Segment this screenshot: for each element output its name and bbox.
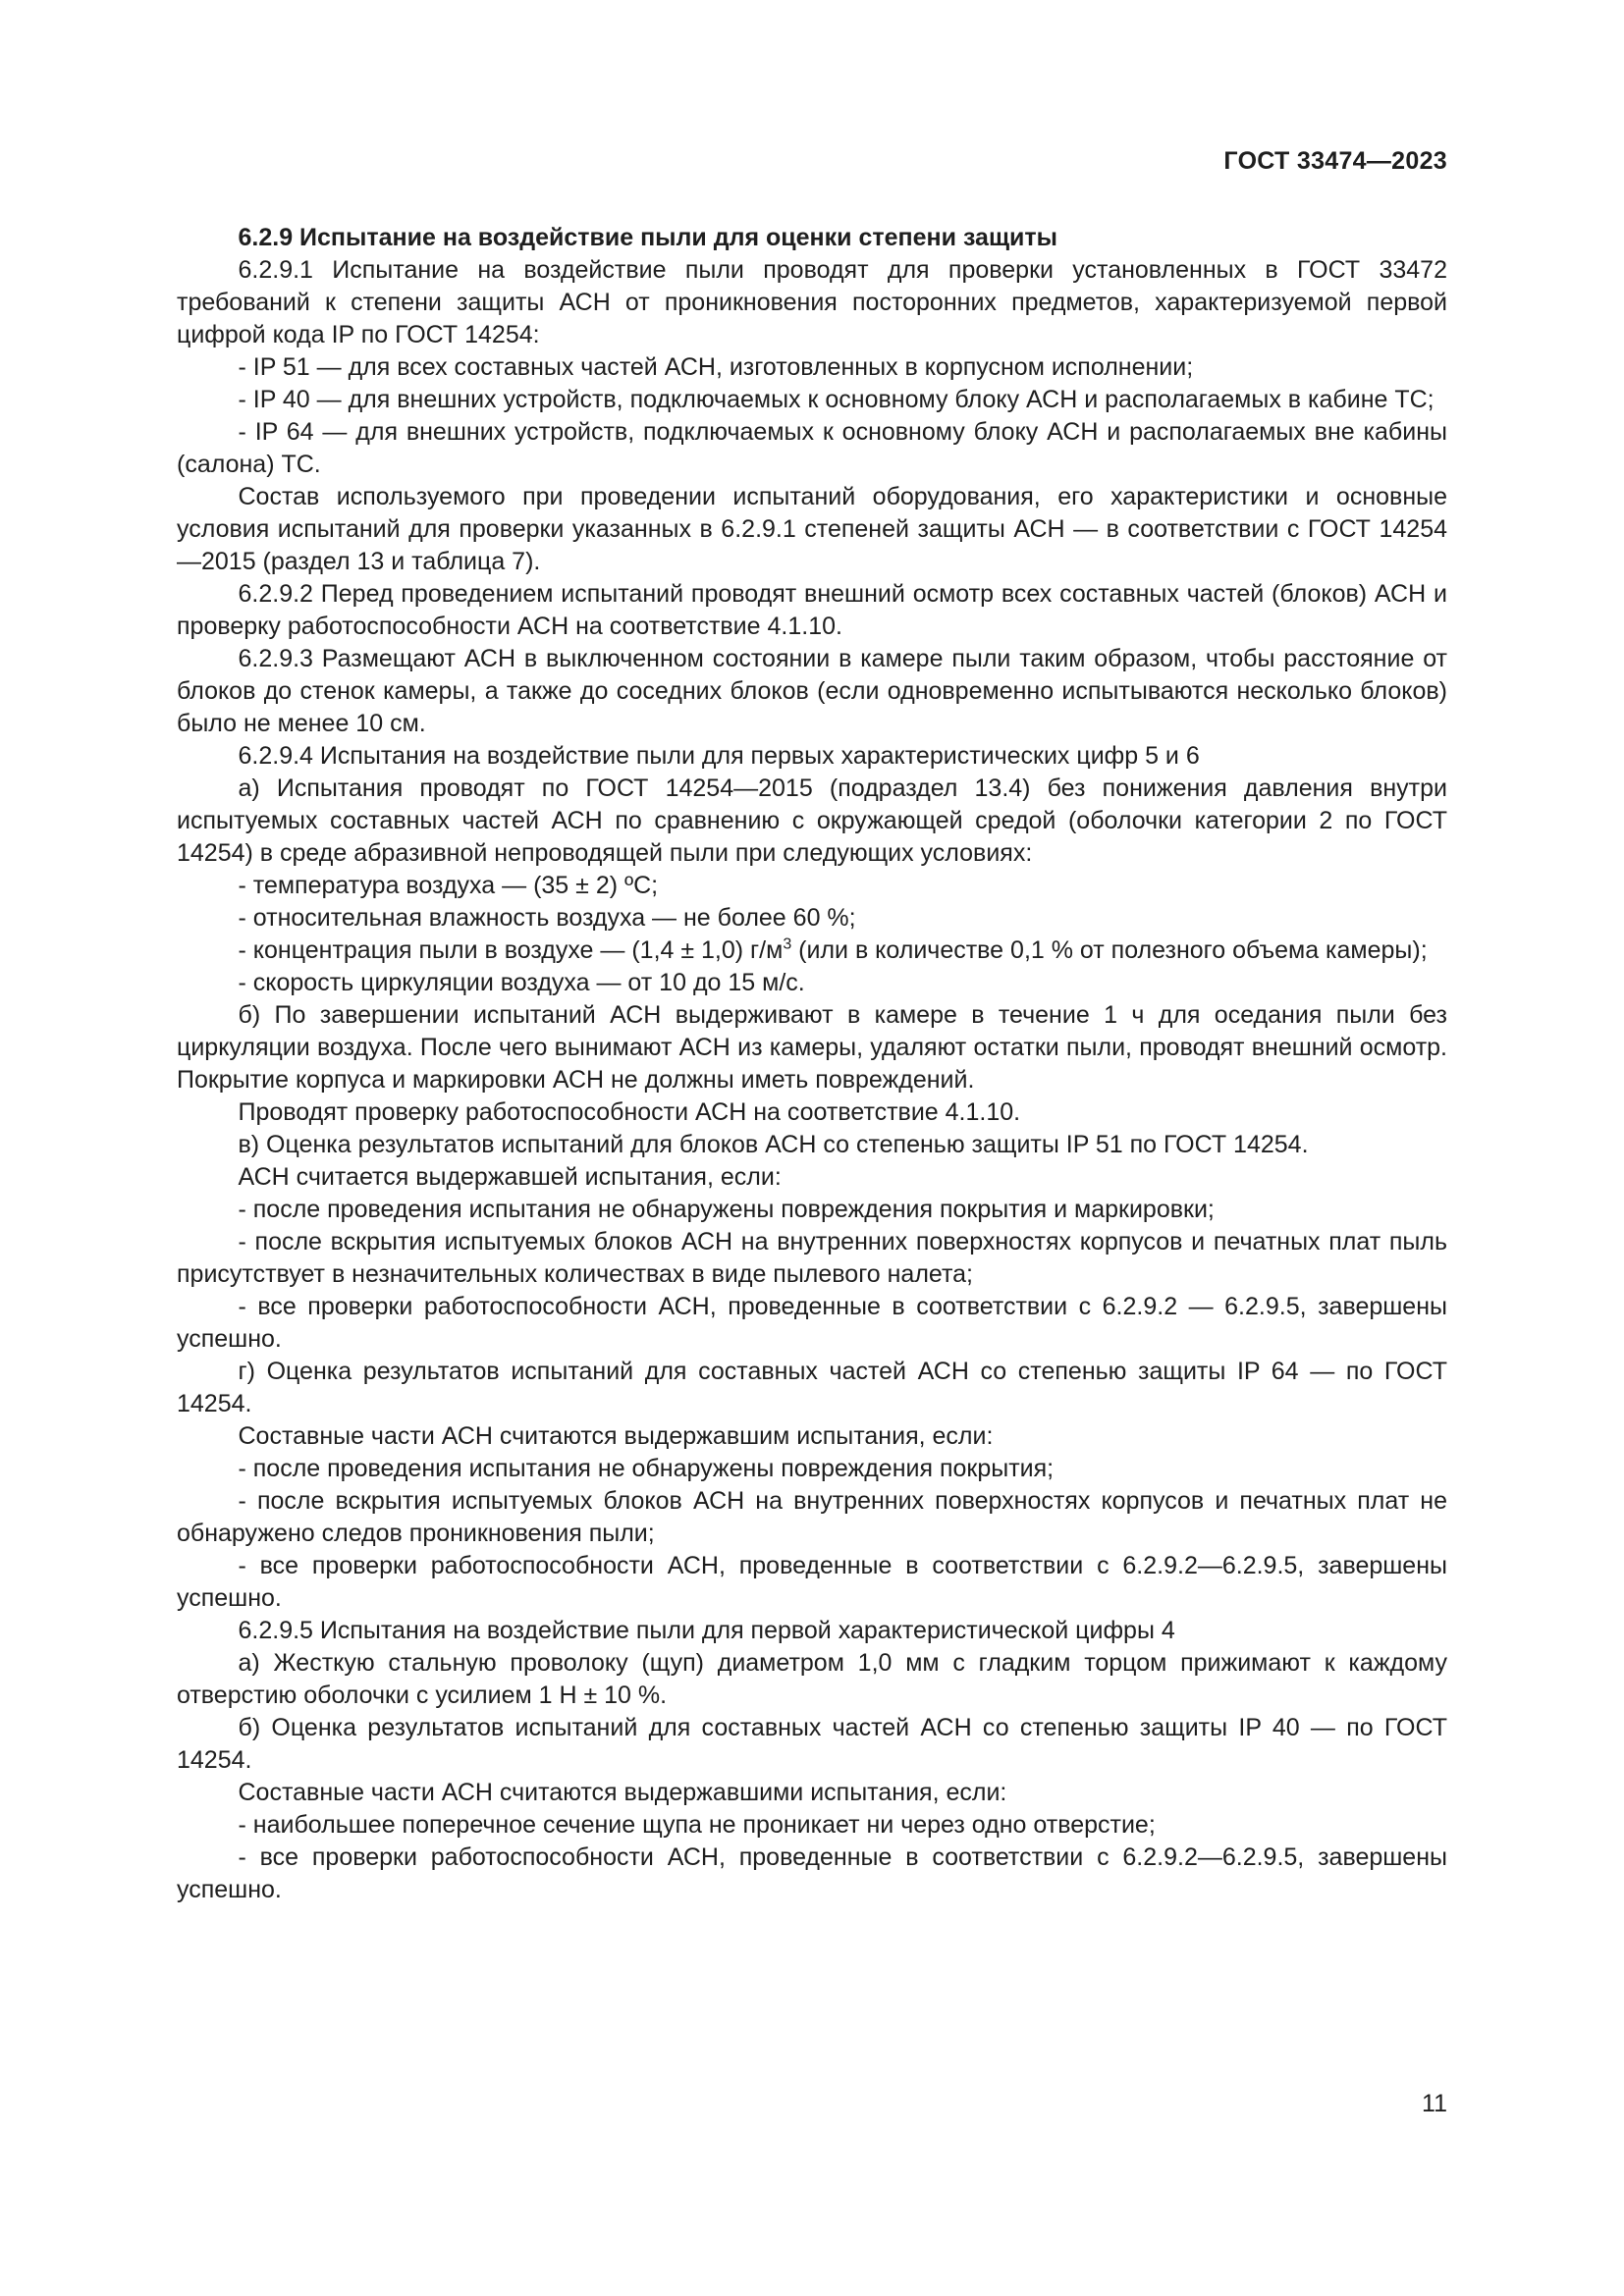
document-header: ГОСТ 33474—2023 [1223,147,1447,175]
paragraph-6-2-9-4-a: а) Испытания проводят по ГОСТ 14254—2015 (подраздел 13.4) без понижения давления внутри испытуемых составных частей АСН по сравнению с окружающей средой (оболочки категории 2 по ГОСТ 14254) в среде абразивной непроводящей пыли при следующих условиях: [177,774,1447,867]
list-item-dust-present: - после вскрытия испытуемых блоков АСН на внутренних поверхностях корпусов и печатных плат пыль присутствует в незначительных количествах в виде пылевого налета; [177,1228,1447,1288]
list-item-no-damage: - после проведения испытания не обнаружены повреждения покрытия и маркировки; [238,1196,1215,1223]
list-item-air-speed: - скорость циркуляции воздуха — от 10 до 15 м/с. [238,969,805,996]
section-heading: 6.2.9 Испытание на воздействие пыли для оценки степени защиты [238,224,1057,251]
paragraph-6-2-9-1: 6.2.9.1 Испытание на воздействие пыли проводят для проверки установленных в ГОСТ 33472 требований к степени защиты АСН от проникновения посторонних предметов, характеризуемой первой цифрой кода IP по ГОСТ 14254: [177,256,1447,348]
list-item-checks-passed-3: - все проверки работоспособности АСН, проведенные в соответствии с 6.2.9.2—6.2.9.5, завершены успешно. [177,1843,1447,1903]
paragraph-equipment: Состав используемого при проведении испытаний оборудования, его характеристики и основные условия испытаний для проверки указанных в 6.2.9.1 степеней защиты АСН — в соответствии с ГОСТ 14254—2015 (раздел 13 и таблица 7). [177,483,1447,575]
list-item-ip40: - IP 40 — для внешних устройств, подключаемых к основному блоку АСН и располагаемых в кабине ТС; [238,386,1435,413]
list-item-ip51: - IP 51 — для всех составных частей АСН, изготовленных в корпусном исполнении; [238,353,1194,381]
paragraph-6-2-9-2: 6.2.9.2 Перед проведением испытаний проводят внешний осмотр всех составных частей (блоков) АСН и проверку работоспособности АСН на соответствие 4.1.10. [177,580,1447,640]
list-item-checks-passed-2: - все проверки работоспособности АСН, проведенные в соответствии с 6.2.9.2—6.2.9.5, завершены успешно. [177,1552,1447,1612]
list-item-ip64: - IP 64 — для внешних устройств, подключаемых к основному блоку АСН и располагаемых вне кабины (салона) ТС. [177,418,1447,478]
paragraph-6-2-9-5-b: б) Оценка результатов испытаний для составных частей АСН со степенью защиты IP 40 — по ГОСТ 14254. [177,1714,1447,1774]
list-item-no-coating-damage: - после проведения испытания не обнаружены повреждения покрытия; [238,1455,1055,1482]
concentration-text: - концентрация пыли в воздухе — (1,4 ± 1,0) г/м [238,936,784,964]
paragraph-6-2-9-4: 6.2.9.4 Испытания на воздействие пыли для первых характеристических цифр 5 и 6 [238,742,1200,770]
paragraph-6-2-9-5: 6.2.9.5 Испытания на воздействие пыли для первой характеристической цифры 4 [238,1617,1175,1644]
page-number: 11 [1422,2090,1447,2117]
paragraph-6-2-9-4-g: г) Оценка результатов испытаний для составных частей АСН со степенью защиты IP 64 — по ГОСТ 14254. [177,1358,1447,1417]
paragraph-6-2-9-3: 6.2.9.3 Размещают АСН в выключенном состоянии в камере пыли таким образом, чтобы расстояние от блоков до стенок камеры, а также до соседних блоков (если одновременно испытываются несколько блоков) было не менее 10 см. [177,645,1447,737]
list-item-checks-passed: - все проверки работоспособности АСН, проведенные в соответствии с 6.2.9.2 — 6.2.9.5, завершены успешно. [177,1293,1447,1353]
paragraph-passed-condition: АСН считается выдержавшей испытания, если: [238,1163,782,1191]
paragraph-6-2-9-4-v: в) Оценка результатов испытаний для блоков АСН со степенью защиты IP 51 по ГОСТ 14254. [238,1131,1309,1158]
document-body [177,222,1447,1906]
paragraph-parts-passed-2: Составные части АСН считаются выдержавшими испытания, если: [238,1779,1007,1806]
paragraph-6-2-9-4-b: б) По завершении испытаний АСН выдерживают в камере в течение 1 ч для оседания пыли без циркуляции воздуха. После чего вынимают АСН из камеры, удаляют остатки пыли, проводят внешний осмотр. Покрытие корпуса и маркировки АСН не должны иметь повреждений. [177,1001,1447,1094]
list-item-concentration [177,934,1447,967]
paragraph-check: Проводят проверку работоспособности АСН на соответствие 4.1.10. [238,1098,1021,1126]
concentration-text-tail: (или в количестве 0,1 % от полезного объема камеры); [791,936,1428,964]
list-item-temperature: - температура воздуха — (35 ± 2) ºС; [238,872,659,899]
paragraph-6-2-9-5-a: а) Жесткую стальную проволоку (щуп) диаметром 1,0 мм с гладким торцом прижимают к каждому отверстию оболочки с усилием 1 Н ± 10 %. [177,1649,1447,1709]
list-item-no-dust-traces: - после вскрытия испытуемых блоков АСН на внутренних поверхностях корпусов и печатных плат не обнаружено следов проникновения пыли; [177,1487,1447,1547]
concentration-superscript: 3 [783,935,792,953]
list-item-probe-section: - наибольшее поперечное сечение щупа не проникает ни через одно отверстие; [238,1811,1156,1839]
paragraph-parts-passed: Составные части АСН считаются выдержавшим испытания, если: [238,1422,994,1450]
list-item-humidity: - относительная влажность воздуха — не более 60 %; [238,904,856,932]
